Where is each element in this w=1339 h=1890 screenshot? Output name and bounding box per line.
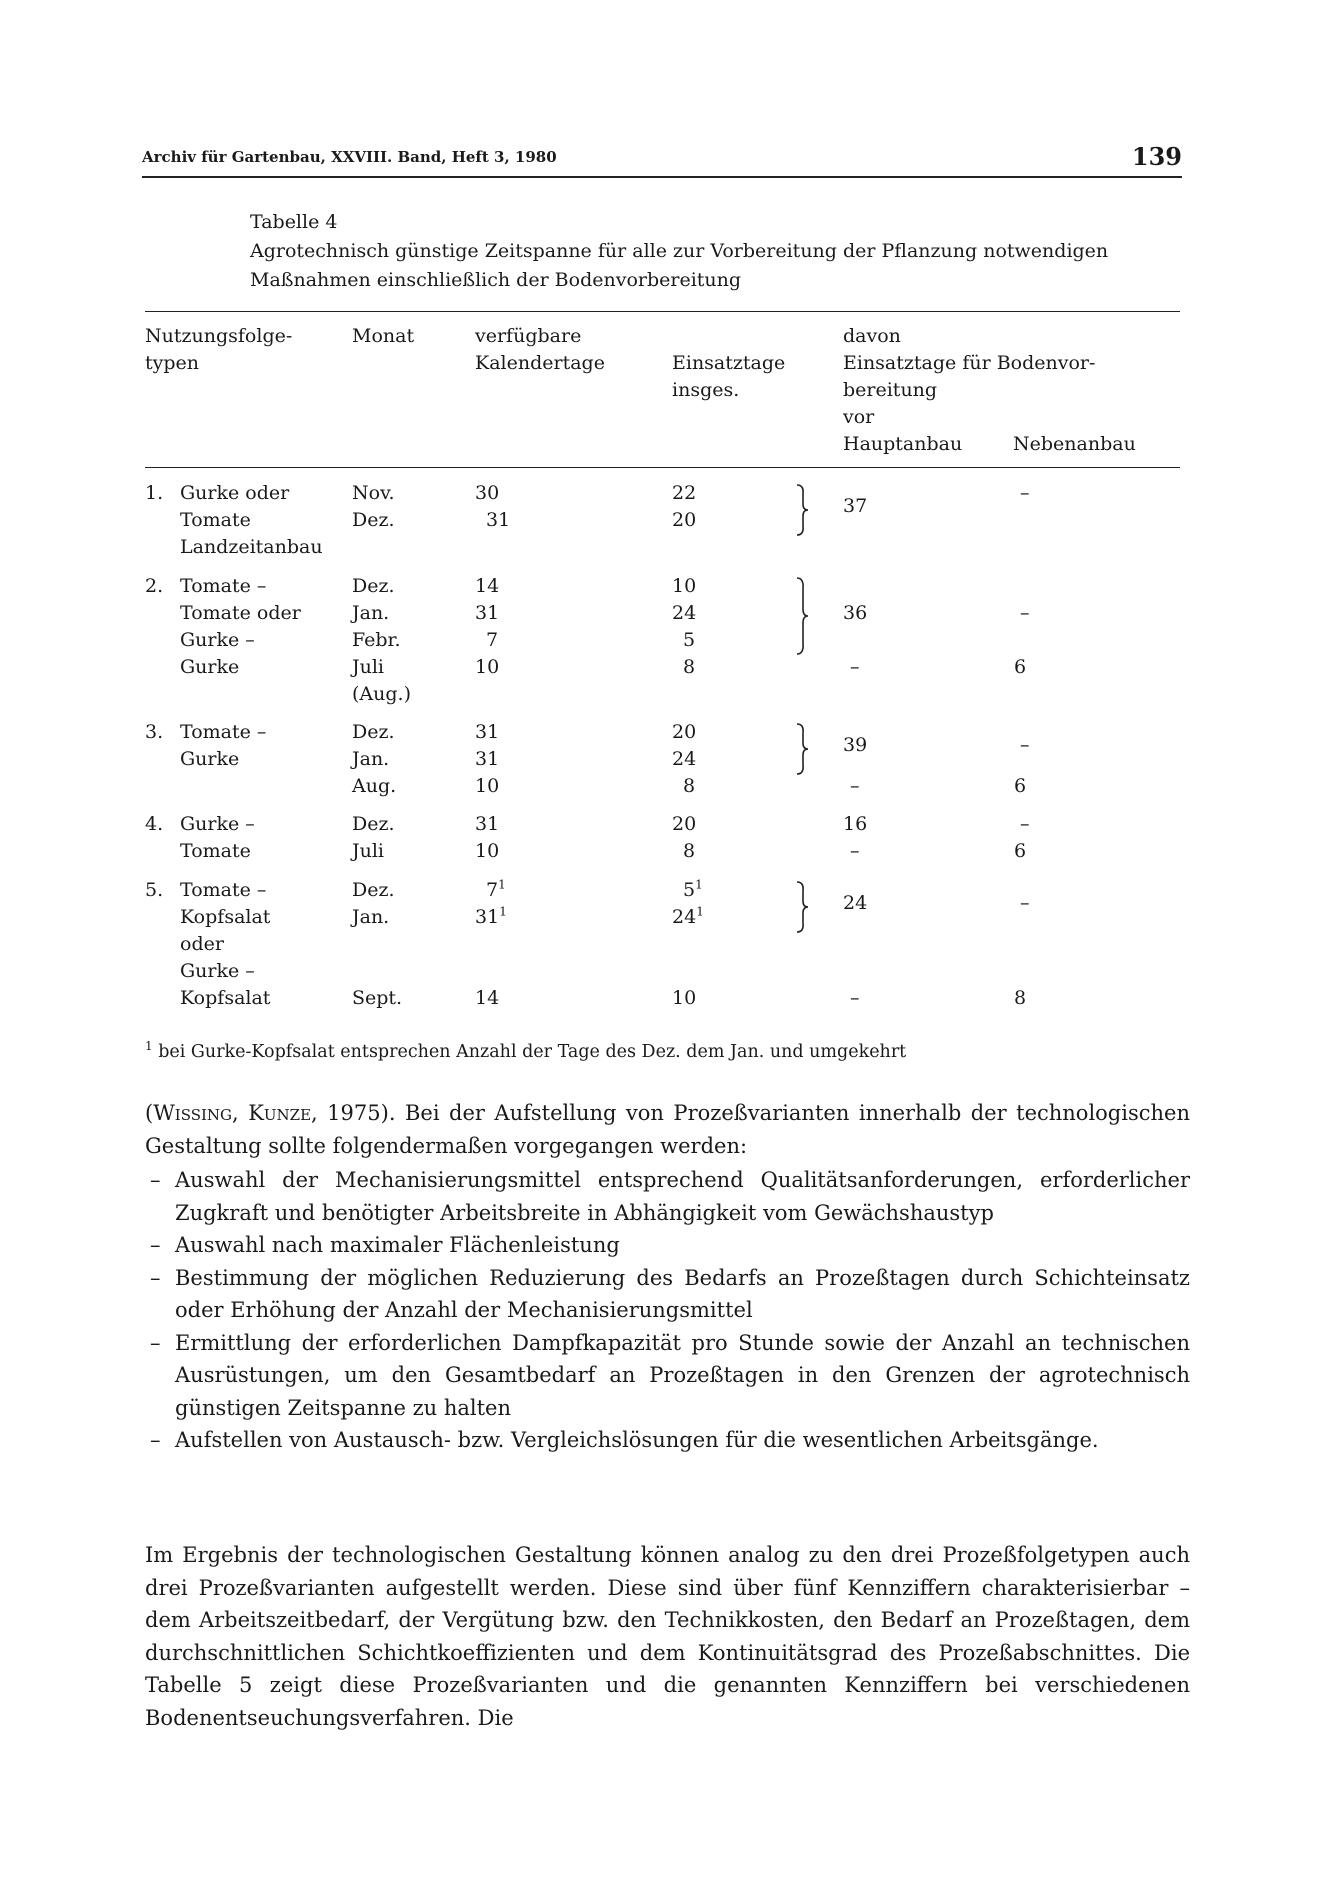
calendar-days-cell: 10: [475, 775, 500, 797]
month-cell: Dez.: [352, 509, 395, 531]
work-days-cell: 24: [672, 602, 697, 624]
main-crop-cell: –: [850, 656, 860, 678]
footnote-text: bei Gurke-Kopfsalat entsprechen Anzahl der Tage des Dez. dem Jan. und umgekehrt: [158, 1042, 907, 1062]
secondary-crop-cell: –: [1020, 482, 1030, 504]
body-paragraph: (Wissing, Kunze, 1975). Bei der Aufstellung von Prozeßvarianten innerhalb der technologischen Gestaltung sollte folgendermaßen vorgegangen werden:: [145, 1101, 1190, 1158]
month-cell: Dez.: [352, 721, 395, 743]
work-days-cell: 24: [672, 748, 697, 770]
work-days-cell: 20: [672, 721, 697, 743]
type-cell: Gurke: [180, 748, 240, 770]
type-cell: Tomate –: [180, 575, 267, 597]
work-days-cell: 20: [672, 509, 697, 531]
list-item: – Ermittlung der erforderlichen Dampfkapazität pro Stunde sowie der Anzahl an technischen Ausrüstungen, um den Gesamtbedarf an Prozeßtagen in den Grenzen der agrotechnisch günstigen Zeitspanne zu halten: [150, 1330, 1190, 1420]
footnote-marker: 1: [145, 1039, 153, 1054]
month-cell: Dez.: [352, 575, 395, 597]
table-caption: [250, 208, 1190, 295]
table-header-rule: [145, 467, 1180, 468]
header-nutzungsfolgetypen: Nutzungsfolge- typen: [145, 325, 293, 374]
header-kalendertage: verfügbare Kalendertage: [475, 325, 605, 374]
secondary-crop-cell: –: [1020, 813, 1030, 835]
list-item: – Aufstellen von Austausch- bzw. Vergleichslösungen für die wesentlichen Arbeitsgänge.: [150, 1428, 1099, 1452]
type-cell: Kopfsalat: [180, 906, 271, 928]
type-cell: Tomate –: [180, 879, 267, 901]
main-crop-cell: 36: [843, 602, 868, 624]
table-caption-line: Agrotechnisch günstige Zeitspanne für alle zur Vorbereitung der Pflanzung notwendigen: [250, 240, 1109, 262]
work-days-cell: 5: [683, 629, 696, 651]
footnote-marker: 1: [696, 904, 704, 919]
type-cell: Tomate: [180, 840, 251, 862]
secondary-crop-cell: –: [1020, 734, 1030, 756]
month-cell: Juli: [352, 840, 385, 862]
row-number: 1.: [145, 482, 164, 504]
table-label: Tabelle 4: [250, 211, 338, 233]
work-days-cell: $5^1$: [683, 877, 703, 901]
footnote-marker: 1: [499, 904, 507, 919]
list-item: – Auswahl nach maximaler Flächenleistung: [150, 1233, 620, 1257]
calendar-days-cell: 31: [486, 509, 511, 531]
curly-brace: [795, 577, 809, 655]
table-footnote: [145, 1039, 907, 1062]
main-crop-cell: –: [850, 840, 860, 862]
month-cell: Dez.: [352, 879, 395, 901]
calendar-days-cell: 10: [475, 840, 500, 862]
calendar-days-cell: 31: [475, 602, 500, 624]
row-number: 2.: [145, 575, 164, 597]
secondary-crop-cell: –: [1020, 602, 1030, 624]
secondary-crop-cell: 6: [1014, 775, 1027, 797]
type-cell: Tomate oder: [180, 602, 301, 624]
table-top-rule: [145, 311, 1180, 312]
month-cell: Aug.: [352, 775, 397, 797]
work-days-cell: 8: [683, 656, 696, 678]
header-monat: Monat: [352, 325, 415, 347]
header-nebenanbau: Nebenanbau: [1013, 433, 1136, 455]
month-cell: Jan.: [352, 906, 390, 928]
type-cell: Tomate –: [180, 721, 267, 743]
secondary-crop-cell: 6: [1014, 656, 1027, 678]
list-item: – Bestimmung der möglichen Reduzierung des Bedarfs an Prozeßtagen durch Schichteinsatz oder Erhöhung der Anzahl der Mechanisierungsmittel: [150, 1265, 1190, 1322]
footnote-marker: 1: [695, 877, 703, 892]
type-cell: Gurke –: [180, 813, 255, 835]
month-cell: Febr.: [352, 629, 401, 651]
type-cell: Kopfsalat: [180, 987, 271, 1009]
main-crop-cell: –: [850, 987, 860, 1009]
calendar-days-cell: 14: [475, 575, 500, 597]
type-cell: Gurke –: [180, 960, 255, 982]
calendar-days-cell: 14: [475, 987, 500, 1009]
calendar-days-cell: 31: [475, 721, 500, 743]
row-number: 3.: [145, 721, 164, 743]
calendar-days-cell: 31: [475, 748, 500, 770]
author-name: Wissing: [153, 1101, 233, 1125]
work-days-cell: 10: [672, 987, 697, 1009]
month-cell: Juli: [352, 656, 385, 678]
calendar-days-cell: 30: [475, 482, 500, 504]
month-cell: Jan.: [352, 748, 390, 770]
type-cell: Gurke oder: [180, 482, 290, 504]
procedure-list: [145, 1164, 1190, 1457]
running-header: [142, 142, 1182, 178]
row-number: 5.: [145, 879, 164, 901]
list-item: – Auswahl der Mechanisierungsmittel entsprechend Qualitätsanforderungen, erforderlicher Zugkraft und benötigter Arbeitsbreite in Abhängigkeit vom Gewächshaustyp: [150, 1168, 1190, 1225]
footnote-marker: 1: [498, 877, 506, 892]
month-cell: Dez.: [352, 813, 395, 835]
header-einsatztage: Einsatztage insges.: [672, 352, 786, 401]
main-crop-cell: 24: [843, 892, 868, 914]
calendar-days-cell: $31^1$: [475, 904, 507, 928]
curly-brace: [795, 723, 809, 775]
type-cell: oder: [180, 933, 224, 955]
author-name: Kunze: [248, 1101, 312, 1125]
calendar-days-cell: 10: [475, 656, 500, 678]
table-caption-line: Maßnahmen einschließlich der Bodenvorbereitung: [250, 269, 742, 291]
main-crop-cell: 37: [843, 495, 868, 517]
month-cell: Jan.: [352, 602, 390, 624]
page-number: 139: [1131, 142, 1182, 171]
month-cell: Nov.: [352, 482, 395, 504]
work-days-cell: $24^1$: [672, 904, 704, 928]
work-days-cell: 8: [683, 840, 696, 862]
work-days-cell: 8: [683, 775, 696, 797]
calendar-days-cell: 7: [486, 629, 499, 651]
body-paragraph: Im Ergebnis der technologischen Gestaltung können analog zu den drei Prozeßfolgetypen auch drei Prozeßvarianten aufgestellt werden. Diese sind über fünf Kennziffern charakterisierbar – dem Arbeitszeitbedarf, der Vergütung bzw. den Technikkosten, den Bedarf an Prozeßtagen, dem durchschnittlichen Schichtkoeffizienten und dem Kontinuitätsgrad des Prozeßabschnittes. Die Tabelle 5 zeigt diese Prozeßvarianten und die genannten Kennziffern bei verschiedenen Bodenentseuchungsverfahren. Die: [145, 1543, 1190, 1730]
main-crop-cell: 16: [843, 813, 868, 835]
secondary-crop-cell: 8: [1014, 987, 1027, 1009]
work-days-cell: 20: [672, 813, 697, 835]
type-cell: Gurke: [180, 656, 240, 678]
main-crop-cell: –: [850, 775, 860, 797]
curly-brace: [795, 484, 809, 536]
calendar-days-cell: 31: [475, 813, 500, 835]
type-cell: Tomate: [180, 509, 251, 531]
work-days-cell: 10: [672, 575, 697, 597]
work-days-cell: 22: [672, 482, 697, 504]
month-cell: Sept.: [352, 987, 403, 1009]
type-cell: Landzeitanbau: [180, 536, 323, 558]
header-hauptanbau: Hauptanbau: [843, 433, 963, 455]
curly-brace: [795, 881, 809, 933]
journal-citation: Archiv für Gartenbau, XXVIII. Band, Heft 3, 1980: [142, 148, 557, 166]
secondary-crop-cell: 6: [1014, 840, 1027, 862]
month-cell: (Aug.): [352, 683, 411, 705]
type-cell: Gurke –: [180, 629, 255, 651]
row-number: 4.: [145, 813, 164, 835]
secondary-crop-cell: –: [1020, 892, 1030, 914]
header-davon: davon Einsatztage für Bodenvor- bereitung vor: [843, 325, 1096, 428]
calendar-days-cell: $7^1$: [486, 877, 506, 901]
main-crop-cell: 39: [843, 734, 868, 756]
